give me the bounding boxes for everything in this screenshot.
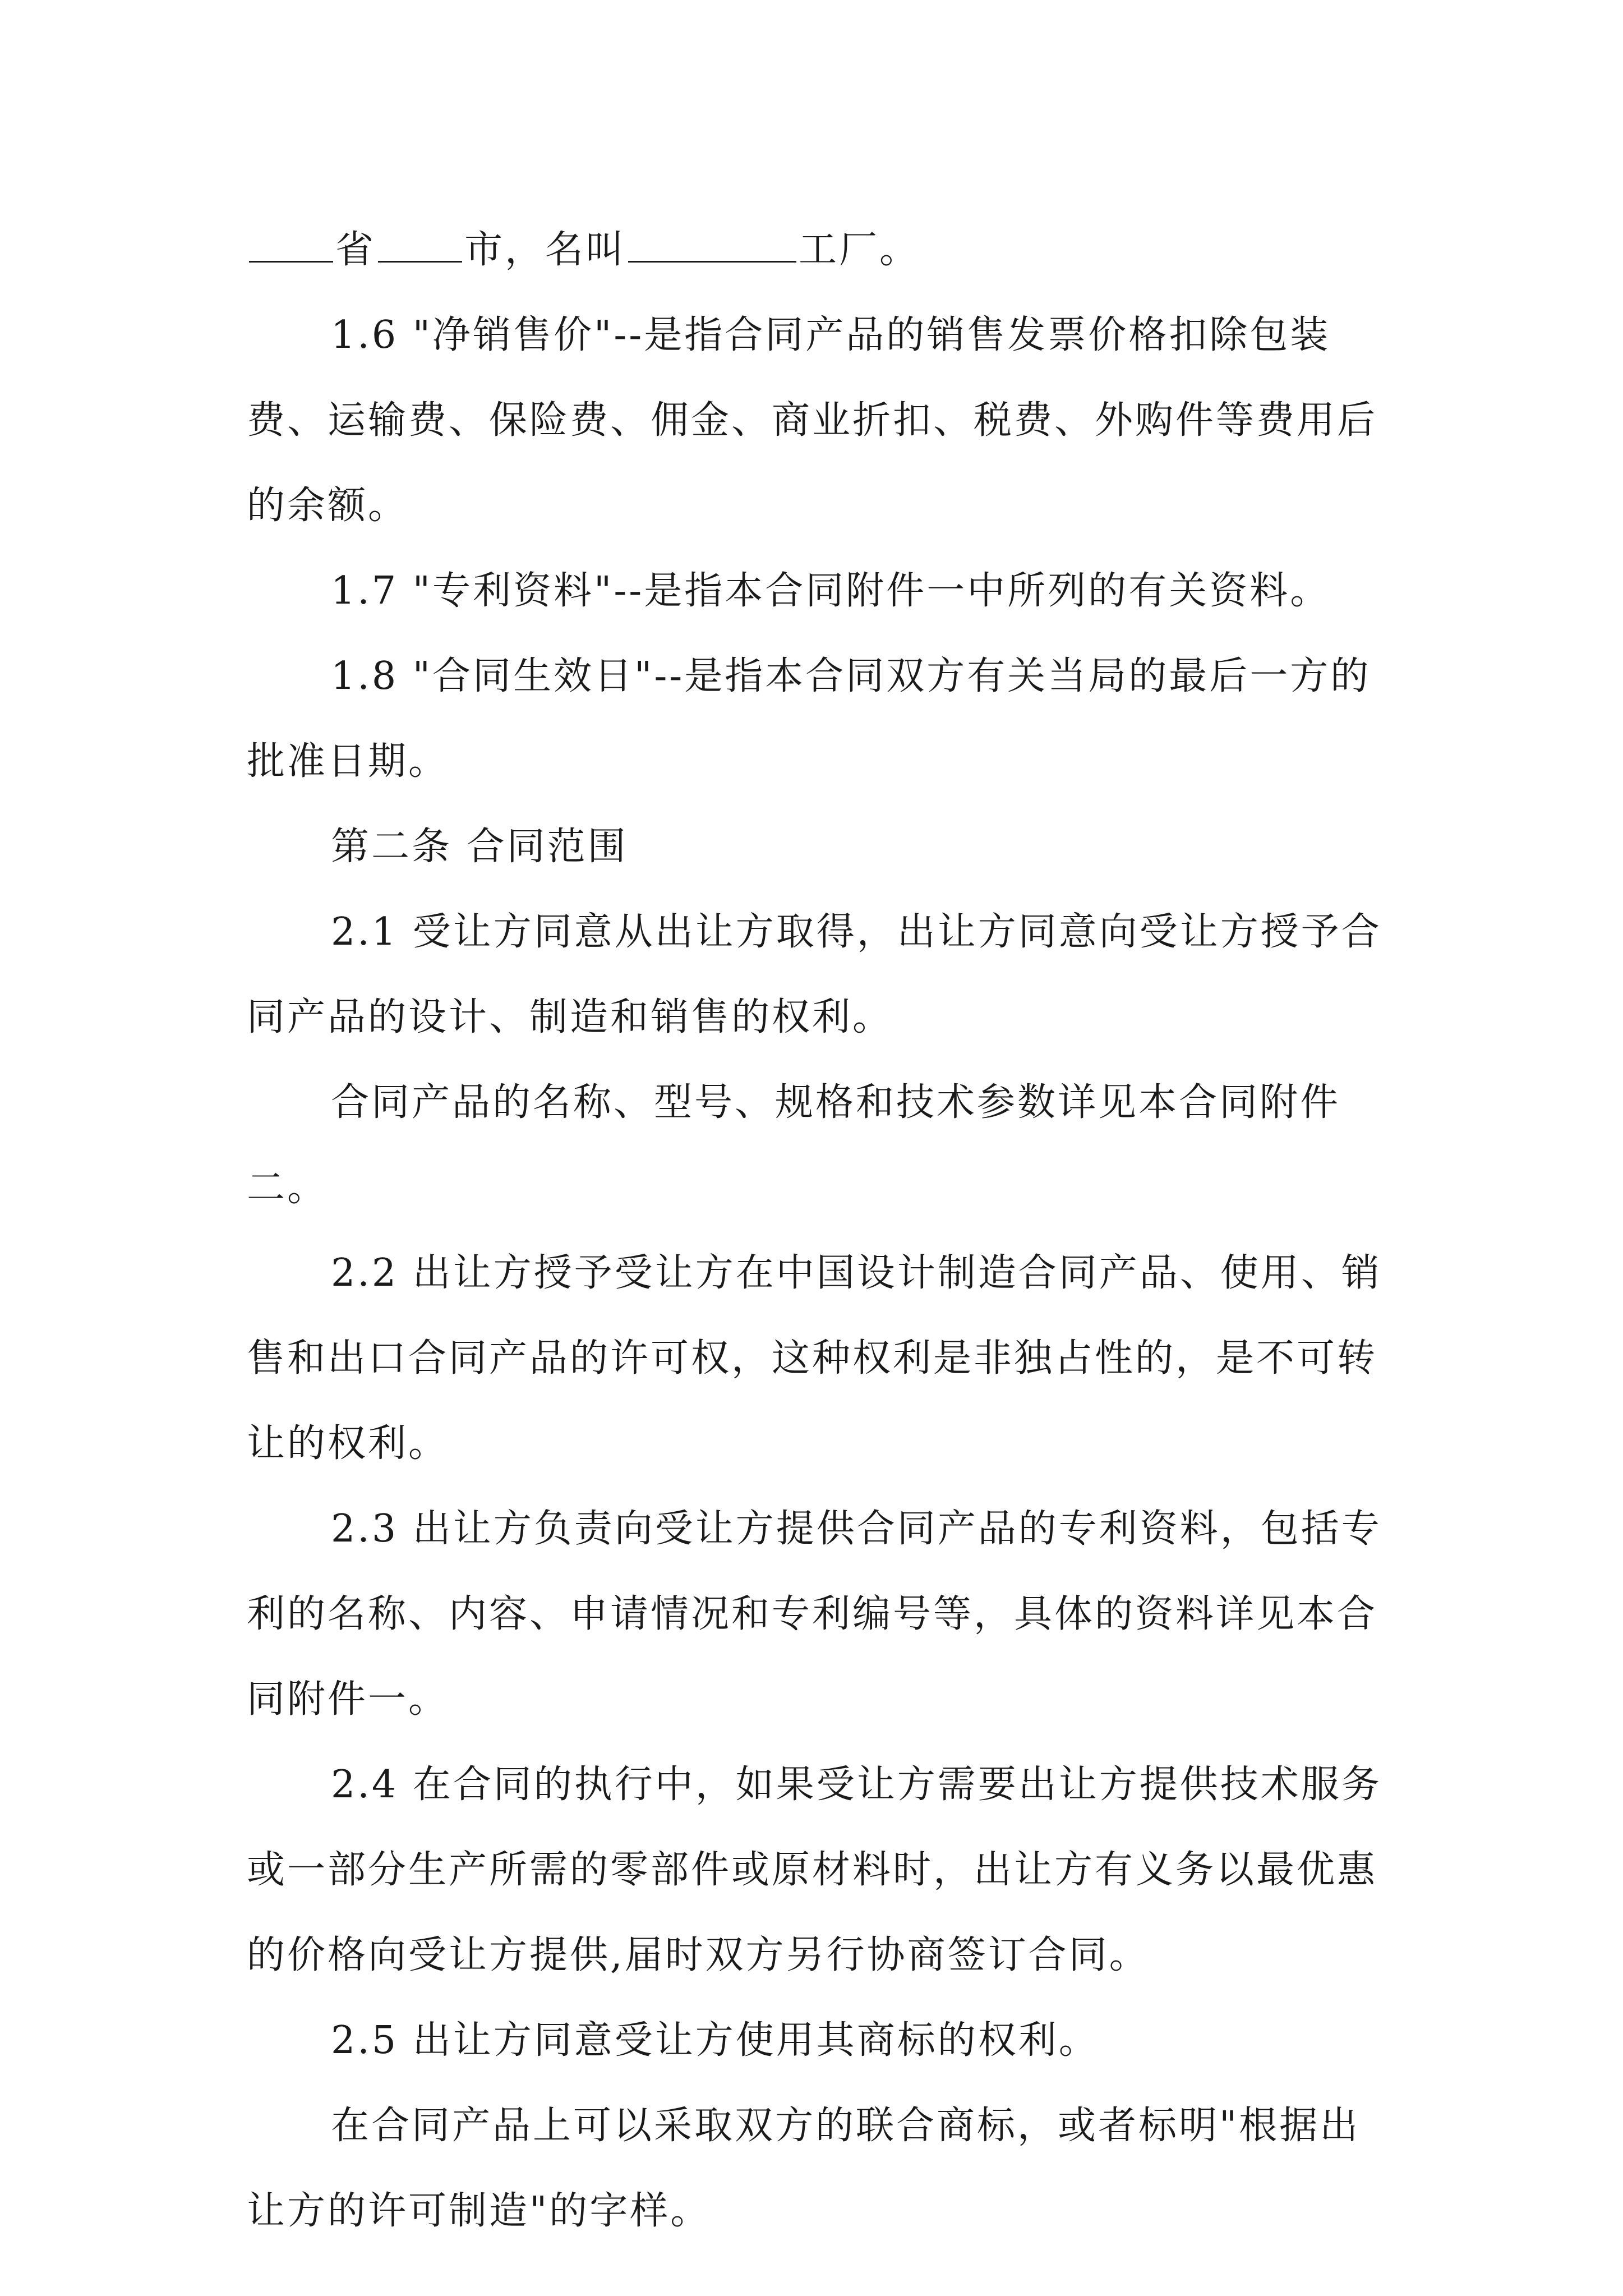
clause-1-8: 1.8 "合同生效日"--是指本合同双方有关当局的最后一方的批准日期。 — [247, 654, 1371, 784]
clause-2-4: 2.4 在合同的执行中，如果受让方需要出让方提供技术服务或一部分生产所需的零部件或原材料时，出让方有义务以最优惠的价格向受让方提供,届时双方另行协商签订合同。 — [247, 1763, 1382, 1977]
factory-name-blank[interactable] — [628, 229, 796, 263]
article-2-heading: 第二条 合同范围 — [331, 825, 628, 869]
clause-1-7: 1.7 "专利资料"--是指本合同附件一中所列的有关资料。 — [331, 569, 1331, 613]
province-suffix: 省 — [335, 228, 376, 272]
clause-2-5-detail: 在合同产品上可以采取双方的联合商标，或者标明"根据出让方的许可制造"的字样。 — [247, 2104, 1361, 2233]
clause-2-5: 2.5 出让方同意受让方使用其商标的权利。 — [331, 2018, 1099, 2063]
clause-2-2: 2.2 出让方授予受让方在中国设计制造合同产品、使用、销售和出口合同产品的许可权，这种权利是非独占性的，是不可转让的权利。 — [247, 1251, 1382, 1466]
city-blank[interactable] — [378, 229, 462, 263]
address-line — [247, 208, 1391, 293]
city-suffix: 市，名叫 — [464, 228, 626, 272]
clause-1-6: 1.6 "净销售价"--是指合同产品的销售发票价格扣除包装费、运输费、保险费、佣金、商业折扣、税费、外购件等费用后的余额。 — [247, 313, 1378, 528]
factory-suffix: 工厂。 — [799, 228, 920, 272]
clause-2-1-detail: 合同产品的名称、型号、规格和技术参数详见本合同附件二。 — [247, 1080, 1341, 1210]
clause-2-1: 2.1 受让方同意从出让方取得，出让方同意向受让方授予合同产品的设计、制造和销售的权利。 — [247, 910, 1382, 1039]
document-body — [247, 208, 1391, 2254]
clause-2-3: 2.3 出让方负责向受让方提供合同产品的专利资料，包括专利的名称、内容、申请情况和专利编号等，具体的资料详见本合同附件一。 — [247, 1507, 1382, 1722]
province-blank[interactable] — [249, 229, 333, 263]
